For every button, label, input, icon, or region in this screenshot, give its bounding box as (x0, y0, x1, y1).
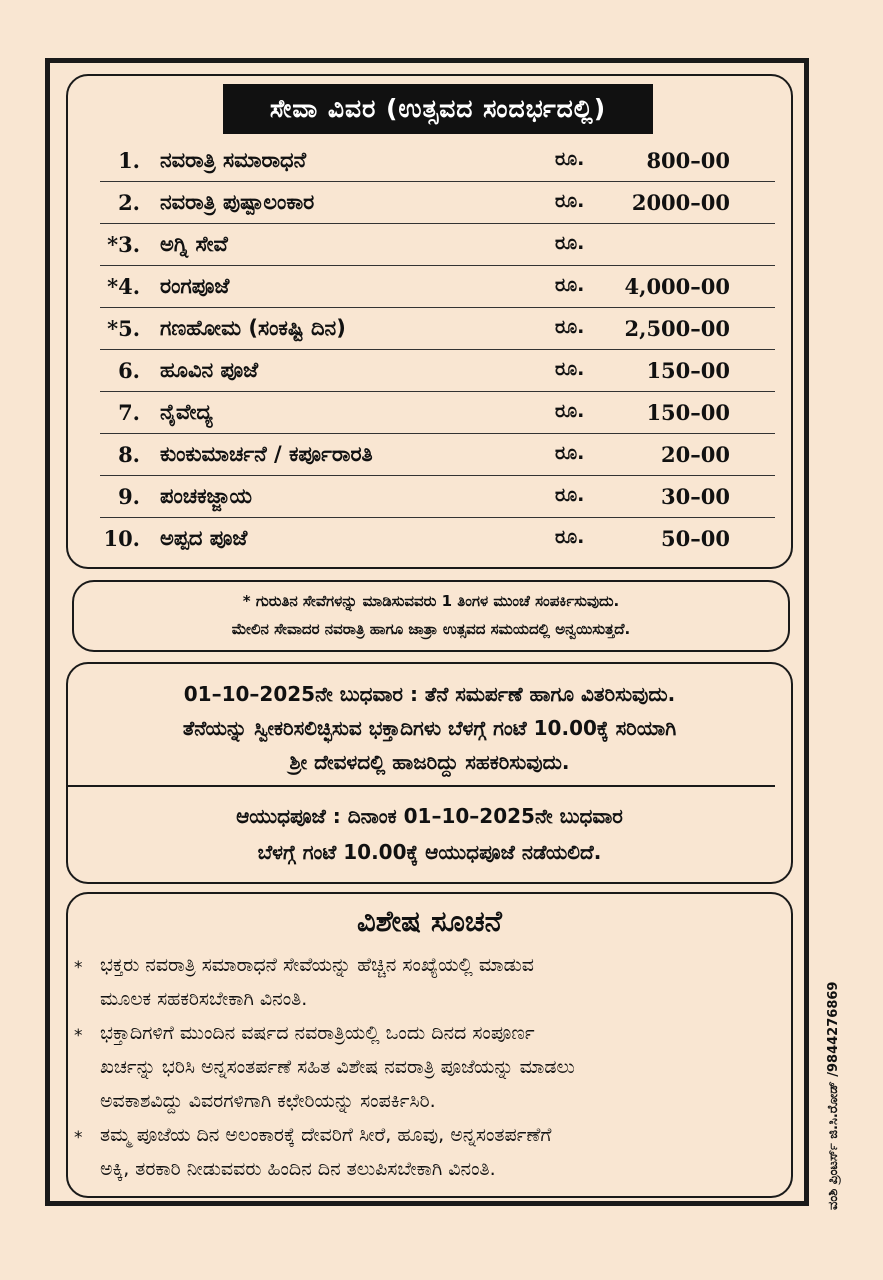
service-row (100, 224, 775, 266)
printer-credit: ವಂಶಿ ಪ್ರಿಂಟರ್ಸ್ ಜಿ.ಸಿ.ರೋಡ್ /9844276869 (826, 981, 841, 1210)
info-panel (66, 662, 793, 884)
service-amount: 150–00 (646, 358, 730, 383)
service-row (100, 476, 775, 518)
service-name: ನೈವೇದ್ಯ (160, 400, 213, 424)
service-number: 9. (118, 484, 140, 509)
service-row (100, 350, 775, 392)
service-amount: 2000–00 (631, 190, 730, 215)
service-currency: ರೂ. (555, 442, 585, 464)
service-name: ಗಣಹೋಮ (ಸಂಕಷ್ಟಿ ದಿನ) (160, 316, 346, 340)
bullet-marker: * (74, 958, 83, 978)
service-currency: ರೂ. (555, 316, 585, 338)
service-row (100, 182, 775, 224)
service-name: ಕುಂಕುಮಾರ್ಚನೆ / ಕರ್ಪೂರಾರತಿ (160, 442, 373, 466)
service-currency: ರೂ. (555, 190, 585, 212)
service-number: 7. (118, 400, 140, 425)
special-item-line: ಅಕ್ಕಿ, ತರಕಾರಿ ನೀಡುವವರು ಹಿಂದಿನ ದಿನ ತಲುಪಿಸಬೇಕಾಗಿ ವಿನಂತಿ. (100, 1158, 496, 1180)
service-currency: ರೂ. (555, 232, 585, 254)
special-item-line: ಭಕ್ತಾದಿಗಳಿಗೆ ಮುಂದಿನ ವರ್ಷದ ನವರಾತ್ರಿಯಲ್ಲಿ ಒಂದು ದಿನದ ಸಂಪೂರ್ಣ (100, 1022, 535, 1044)
info-line-2: ತೆನೆಯನ್ನು ಸ್ವೀಕರಿಸಲಿಚ್ಛಿಸುವ ಭಕ್ತಾದಿಗಳು ಬೆಳಗ್ಗೆ ಗಂಟೆ 10.00ಕ್ಕೆ ಸರಿಯಾಗಿ (182, 716, 677, 740)
service-row (100, 434, 775, 476)
special-item-line: ಭಕ್ತರು ನವರಾತ್ರಿ ಸಮಾರಾಧನೆ ಸೇವೆಯನ್ನು ಹೆಚ್ಚಿನ ಸಂಖ್ಯೆಯಲ್ಲಿ ಮಾಡುವ (100, 954, 534, 976)
info-divider (66, 785, 775, 787)
bullet-marker: * (74, 1128, 83, 1148)
service-row (100, 308, 775, 350)
service-amount: 50–00 (661, 526, 730, 551)
service-number: 6. (118, 358, 140, 383)
service-currency: ರೂ. (555, 400, 585, 422)
service-row (100, 392, 775, 434)
service-amount: 150–00 (646, 400, 730, 425)
special-item-line: ತಮ್ಮ ಪೂಜೆಯ ದಿನ ಅಲಂಕಾರಕ್ಕೆ ದೇವರಿಗೆ ಸೀರೆ, ಹೂವು, ಅನ್ನಸಂತರ್ಪಣೆಗೆ (100, 1124, 552, 1146)
service-number: *3. (107, 232, 140, 257)
service-number: 1. (118, 148, 140, 173)
service-currency: ರೂ. (555, 148, 585, 170)
note-line-2: ಮೇಲಿನ ಸೇವಾದರ ನವರಾತ್ರಿ ಹಾಗೂ ಜಾತ್ರಾ ಉತ್ಸವದ ಸಮಯದಲ್ಲಿ ಅನ್ವಯಿಸುತ್ತದೆ. (231, 620, 631, 638)
services-table (100, 140, 775, 559)
service-name: ನವರಾತ್ರಿ ಪುಷ್ಪಾಲಂಕಾರ (160, 190, 315, 214)
service-name: ಅಪ್ಪದ ಪೂಜೆ (160, 526, 248, 550)
special-notes-title: ವಿಶೇಷ ಸೂಚನೆ (357, 904, 502, 938)
special-item-line: ಮೂಲಕ ಸಹಕರಿಸಬೇಕಾಗಿ ವಿನಂತಿ. (100, 988, 308, 1010)
service-currency: ರೂ. (555, 484, 585, 506)
service-number: 10. (103, 526, 140, 551)
special-item-line: ಅವಕಾಶವಿದ್ದು ವಿವರಗಳಿಗಾಗಿ ಕಛೇರಿಯನ್ನು ಸಂಪರ್ಕಿಸಿರಿ. (100, 1090, 436, 1112)
bullet-marker: * (74, 1026, 83, 1046)
service-number: *5. (107, 316, 140, 341)
service-name: ರಂಗಪೂಜೆ (160, 274, 230, 298)
note-line-1: * ಗುರುತಿನ ಸೇವೆಗಳನ್ನು ಮಾಡಿಸುವವರು 1 ತಿಂಗಳ ಮುಂಚೆ ಸಂಪರ್ಕಿಸುವುದು. (242, 592, 620, 610)
service-amount: 4,000–00 (624, 274, 730, 299)
service-amount: 30–00 (661, 484, 730, 509)
special-notes-panel (66, 892, 793, 1198)
note-panel (72, 580, 790, 652)
service-currency: ರೂ. (555, 358, 585, 380)
service-number: 8. (118, 442, 140, 467)
info-line-1: 01–10–2025ನೇ ಬುಧವಾರ : ತೆನೆ ಸಮರ್ಪಣೆ ಹಾಗೂ ವಿತರಿಸುವುದು. (183, 682, 676, 706)
service-name: ಪಂಚಕಜ್ಜಾಯ (160, 484, 253, 508)
service-currency: ರೂ. (555, 526, 585, 548)
service-amount: 2,500–00 (624, 316, 730, 341)
info-line-5: ಬೆಳಗ್ಗೆ ಗಂಟೆ 10.00ಕ್ಕೆ ಆಯುಧಪೂಜೆ ನಡೆಯಲಿದೆ. (257, 840, 602, 864)
service-name: ಅಗ್ನಿ ಸೇವೆ (160, 232, 228, 256)
info-line-4: ಆಯುಧಪೂಜೆ : ದಿನಾಂಕ 01–10–2025ನೇ ಬುಧವಾರ (236, 804, 623, 828)
service-name: ಹೂವಿನ ಪೂಜೆ (160, 358, 259, 382)
service-number: 2. (118, 190, 140, 215)
service-amount: 800–00 (646, 148, 730, 173)
service-number: *4. (107, 274, 140, 299)
special-item-line: ಖರ್ಚನ್ನು ಭರಿಸಿ ಅನ್ನಸಂತರ್ಪಣೆ ಸಹಿತ ವಿಶೇಷ ನವರಾತ್ರಿ ಪೂಜೆಯನ್ನು ಮಾಡಲು (100, 1056, 575, 1078)
service-amount: 20–00 (661, 442, 730, 467)
service-currency: ರೂ. (555, 274, 585, 296)
info-line-3: ಶ್ರೀ ದೇವಳದಲ್ಲಿ ಹಾಜರಿದ್ದು ಸಹಕರಿಸುವುದು. (289, 750, 570, 774)
service-name: ನವರಾತ್ರಿ ಸಮಾರಾಧನೆ (160, 148, 307, 172)
service-row (100, 518, 775, 559)
services-title: ಸೇವಾ ವಿವರ (ಉತ್ಸವದ ಸಂದರ್ಭದಲ್ಲಿ) (223, 84, 653, 134)
service-row (100, 140, 775, 182)
service-row (100, 266, 775, 308)
